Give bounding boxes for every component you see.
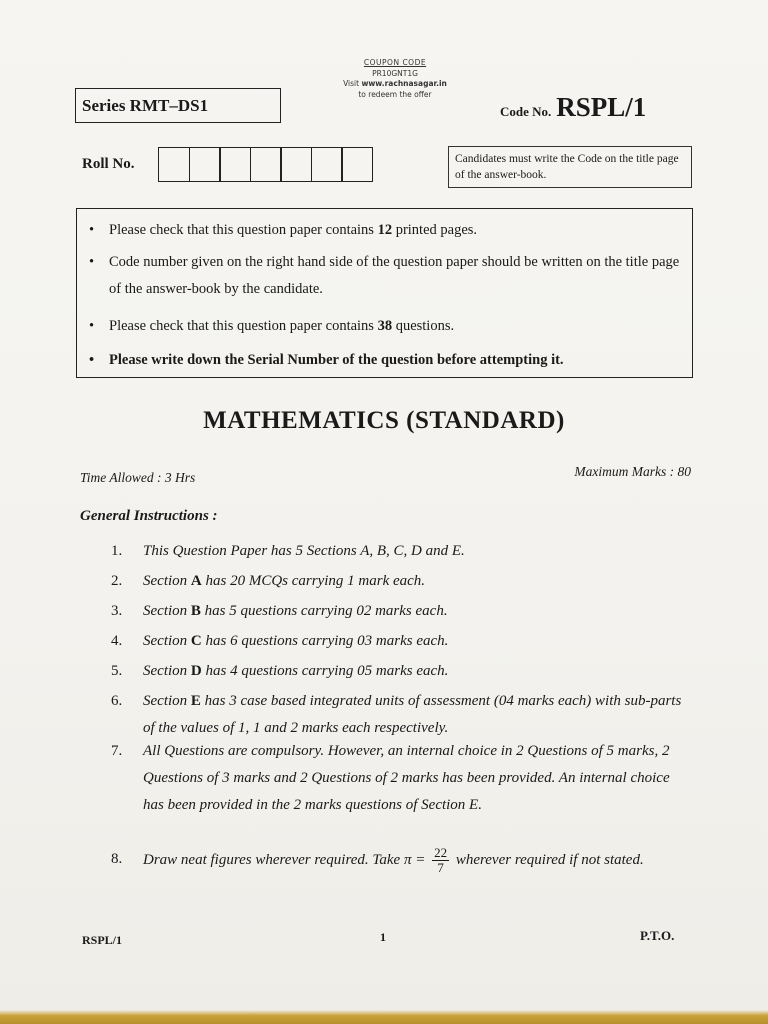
instruction-text: This Question Paper has 5 Sections A, B, C, D and E.	[143, 543, 465, 559]
instruction-text-part: wherever required if not stated.	[452, 851, 644, 868]
code-number	[500, 92, 646, 123]
maximum-marks: Maximum Marks : 80	[574, 464, 691, 479]
roll-no-cell[interactable]	[158, 147, 190, 182]
instruction-number: 3.	[111, 603, 123, 619]
info-text: questions.	[392, 318, 455, 334]
code-label: Code No.	[500, 104, 552, 119]
info-item	[85, 217, 682, 244]
instruction-text	[143, 598, 693, 625]
bullet-icon: •	[89, 352, 95, 368]
coupon-redeem-line: to redeem the offer	[358, 89, 432, 99]
pi-fraction	[432, 846, 449, 875]
info-box	[76, 208, 693, 378]
section-letter: A	[190, 573, 202, 589]
instruction-text-part: Section	[143, 573, 191, 589]
pto-label: P.T.O.	[640, 928, 675, 943]
info-item	[85, 313, 682, 340]
bullet-icon: •	[89, 254, 95, 270]
instruction-text-part: has 4 questions carrying 05 marks each.	[201, 663, 449, 679]
info-item	[85, 347, 682, 374]
roll-no-cell[interactable]	[341, 147, 373, 182]
instruction-text	[143, 658, 693, 685]
coupon-code-notice	[330, 58, 460, 100]
code-value: RSPL/1	[556, 92, 647, 122]
general-instructions-heading: General Instructions :	[80, 508, 218, 524]
coupon-title: COUPON CODE	[363, 58, 427, 67]
instruction-text: All Questions are compulsory. However, an internal choice in 2 Questions of 5 marks, 2 Questions of 3 marks and 2 Questions of 2 marks has been provided. An internal choice has been provided in the 2 marks questions of Section E.	[143, 743, 670, 813]
section-letter: B	[190, 603, 201, 619]
info-text: Code number given on the right hand side of the question paper should be written on the title page of the answer-book by the candidate.	[109, 254, 680, 297]
instruction-number: 7.	[111, 743, 123, 759]
roll-no-cell[interactable]	[280, 147, 312, 182]
instruction-text-part: has 5 questions carrying 02 marks each.	[200, 603, 448, 619]
bullet-icon: •	[89, 318, 95, 334]
instruction-text	[143, 628, 693, 655]
instruction-text-part: has 3 case based integrated units of assessment (04 marks each) with sub-parts of the values of 1, 1 and 2 marks each respectively.	[143, 693, 682, 736]
instruction-text	[143, 688, 693, 742]
series-label: Series RMT–DS1	[82, 95, 209, 115]
coupon-code: PR10GNT1G	[372, 68, 418, 78]
instruction-text-part: has 6 questions carrying 03 marks each.	[201, 633, 449, 649]
instruction-text	[143, 846, 693, 875]
fraction-numerator: 22	[434, 845, 448, 860]
instruction-text-part: Section	[143, 633, 191, 649]
instruction-number: 6.	[111, 693, 123, 709]
instruction-number: 2.	[111, 573, 123, 589]
coupon-visit-line	[330, 79, 460, 90]
roll-no-cell[interactable]	[311, 147, 343, 182]
info-text: Please check that this question paper contains	[109, 318, 378, 334]
info-item	[85, 249, 682, 303]
coupon-url: www.rachnasagar.in	[361, 79, 447, 88]
coupon-visit-prefix: Visit	[343, 79, 360, 88]
info-text: Please check that this question paper contains	[109, 222, 378, 238]
roll-no-boxes	[158, 147, 373, 182]
instruction-text-part: has 20 MCQs carrying 1 mark each.	[201, 573, 426, 589]
paper-title: MATHEMATICS (STANDARD)	[203, 407, 565, 434]
instruction-number: 4.	[111, 633, 123, 649]
instruction-text-part: Section	[143, 693, 191, 709]
section-letter: D	[190, 663, 202, 679]
fraction-denominator: 7	[437, 860, 444, 875]
candidate-note: Candidates must write the Code on the title page of the answer-book.	[455, 153, 679, 181]
candidate-note-box	[448, 146, 692, 188]
bullet-icon: •	[89, 222, 95, 238]
info-bold: 38	[377, 318, 393, 334]
roll-no-cell[interactable]	[219, 147, 251, 182]
instruction-number: 8.	[111, 851, 123, 867]
instruction-number: 1.	[111, 543, 123, 559]
instruction-text-part: Section	[143, 603, 191, 619]
info-text: Please write down the Serial Number of the question before attempting it.	[109, 352, 564, 368]
info-text: printed pages.	[392, 222, 478, 238]
footer-code: RSPL/1	[82, 933, 123, 947]
roll-no-cell[interactable]	[250, 147, 282, 182]
instruction-number: 5.	[111, 663, 123, 679]
instruction-text	[143, 568, 693, 595]
instruction-text-part: Draw neat figures wherever required. Take π =	[143, 851, 430, 868]
instruction-text-part: Section	[143, 663, 191, 679]
section-letter: C	[190, 633, 202, 649]
series-box	[75, 88, 281, 123]
page-number: 1	[380, 930, 386, 944]
roll-no-cell[interactable]	[189, 147, 221, 182]
time-allowed: Time Allowed : 3 Hrs	[80, 470, 196, 485]
roll-no-label: Roll No.	[82, 156, 135, 172]
section-letter: E	[190, 693, 201, 709]
info-bold: 12	[377, 222, 393, 238]
